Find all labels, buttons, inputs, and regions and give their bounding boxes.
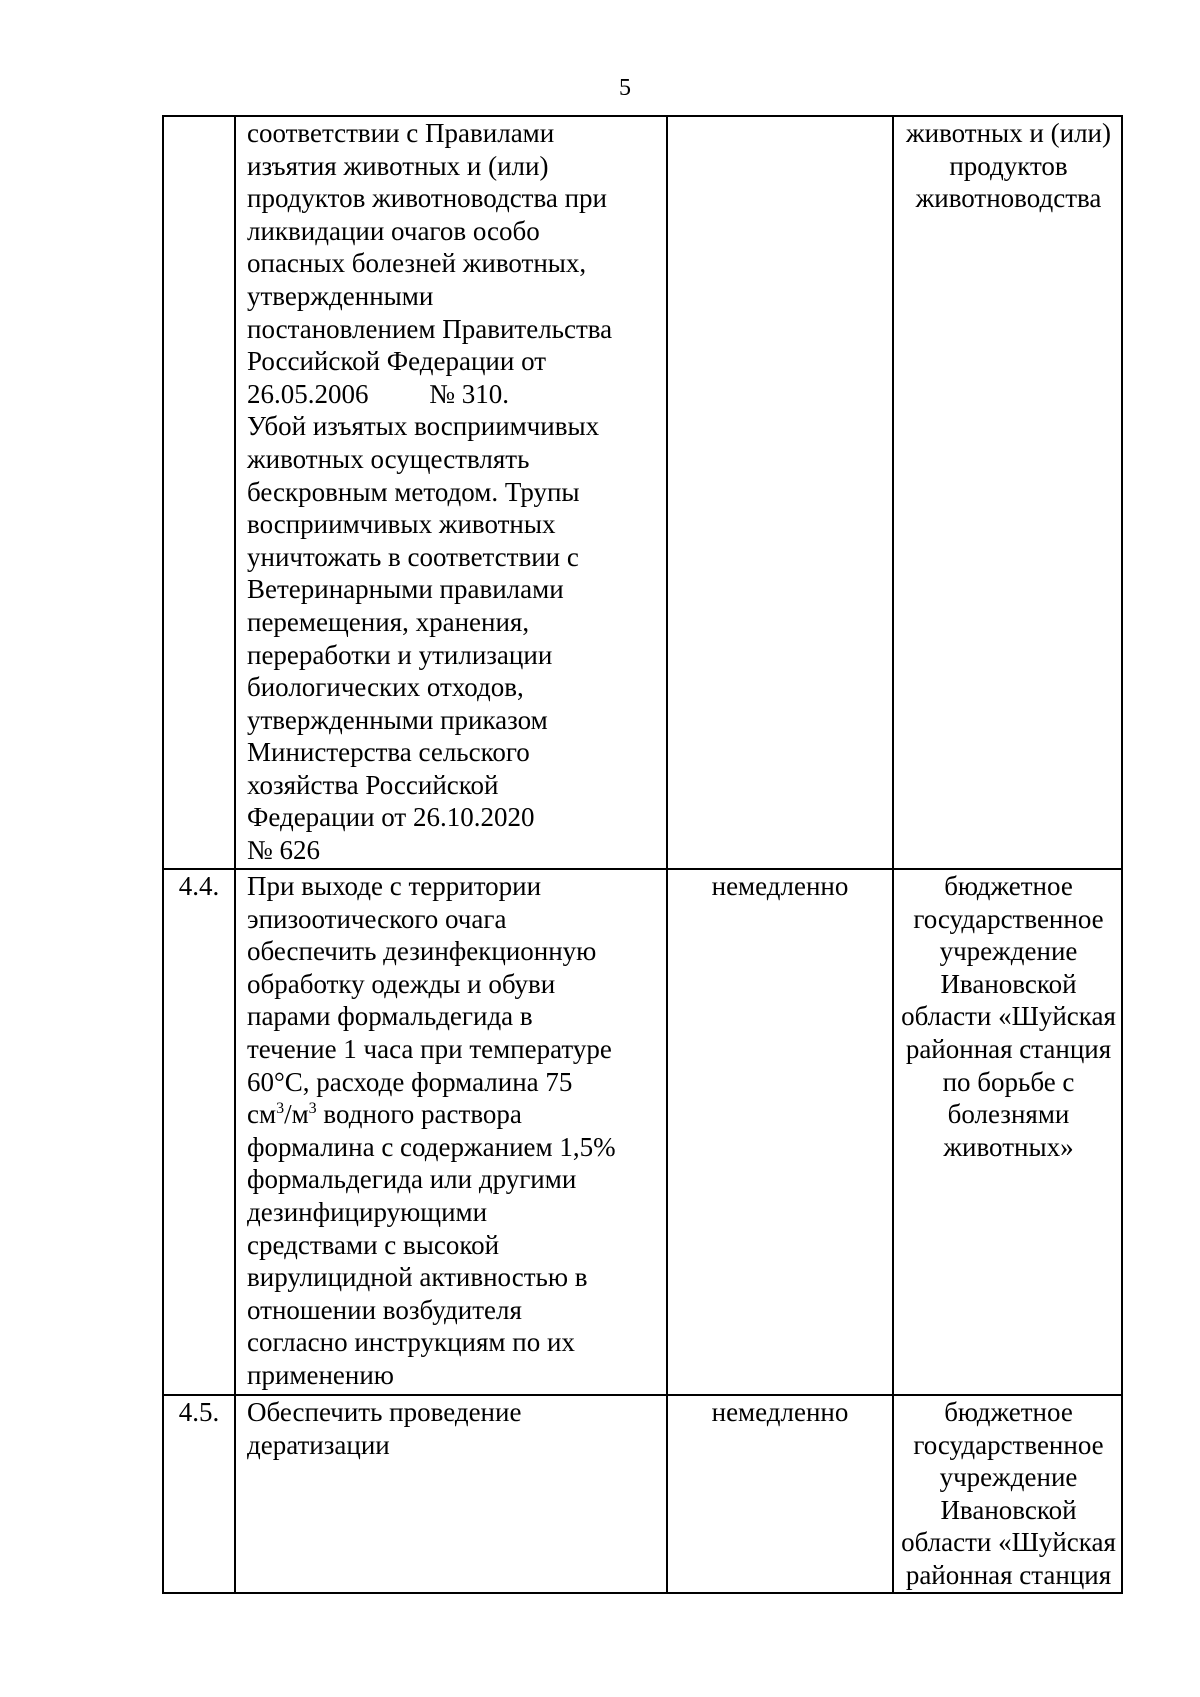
text-line: хозяйства Российской — [247, 769, 499, 800]
item-number-cell: 4.4. — [163, 869, 235, 1395]
resp-line: животных» — [943, 1131, 1074, 1162]
text-line: обеспечить дезинфекционную — [247, 936, 597, 967]
text-line: При выходе с территории — [247, 871, 542, 901]
text-line: переработки и утилизации — [247, 639, 553, 670]
text-line: перемещения, хранения, — [247, 606, 530, 637]
text-line: течение 1 часа при температуре — [247, 1033, 612, 1064]
resp-line: животных и (или) — [905, 118, 1111, 148]
text-line: соответствии с Правилами — [247, 118, 555, 148]
text-line: вирулицидной активностью в — [247, 1262, 588, 1293]
text-line: Ветеринарными правилами — [247, 574, 564, 605]
resp-line: Ивановской — [940, 968, 1077, 999]
resp-line: учреждение — [939, 1462, 1078, 1493]
text-line: согласно инструкциям по их — [247, 1327, 575, 1358]
text-line: дезинфицирующими — [247, 1196, 488, 1227]
table-row — [163, 1395, 1122, 1593]
text-line: эпизоотического очага — [247, 903, 507, 934]
term-cell: немедленно — [667, 869, 893, 1395]
text-line: 60°С, расходе формалина 75 — [247, 1066, 573, 1097]
resp-line: бюджетное — [944, 1397, 1073, 1427]
unit-m: /м — [284, 1099, 309, 1130]
item-number-cell: 4.5. — [163, 1395, 235, 1593]
page-number: 5 — [619, 75, 631, 101]
unit-exponent: 3 — [276, 1100, 285, 1118]
text-line: Убой изъятых восприимчивых — [247, 411, 600, 442]
unit-cm: см — [247, 1099, 277, 1130]
term-cell: немедленно — [667, 1395, 893, 1593]
text-line: опасных болезней животных, — [247, 248, 587, 279]
unit-exponent: 3 — [308, 1100, 317, 1118]
responsible-cell — [893, 116, 1122, 869]
measures-table — [162, 115, 1123, 1594]
resp-line: по борьбе с — [942, 1066, 1075, 1097]
text-line: Федерации от 26.10.2020 — [247, 802, 535, 833]
text-line: животных осуществлять — [247, 443, 530, 474]
measure-text-cell — [235, 1395, 667, 1593]
text-line: Российской Федерации от — [247, 346, 547, 377]
text-line: парами формальдегида в — [247, 1001, 533, 1032]
resp-line: области «Шуйская — [901, 1527, 1116, 1558]
text-line-with-units — [247, 1098, 662, 1131]
resp-line: учреждение — [939, 936, 1078, 967]
text-line: обработку одежды и обуви — [247, 968, 556, 999]
measure-text-cell — [235, 116, 667, 869]
text-line: утвержденными приказом — [247, 704, 548, 735]
text-line: дератизации — [247, 1429, 390, 1460]
text-line: бескровным методом. Трупы — [247, 476, 580, 507]
text-line: уничтожать в соответствии с — [247, 541, 579, 572]
resp-line: животноводства — [915, 183, 1102, 214]
item-number-cell — [163, 116, 235, 869]
text-line: утвержденными — [247, 280, 434, 311]
resp-line: государственное — [913, 903, 1104, 934]
text-line-rest: водного раствора — [323, 1099, 522, 1130]
table-row — [163, 869, 1122, 1395]
resp-line: районная станция — [905, 1559, 1112, 1590]
resp-line: государственное — [913, 1429, 1104, 1460]
text-line: изъятия животных и (или) — [247, 150, 549, 181]
resp-line: бюджетное — [944, 871, 1073, 901]
responsible-cell — [893, 869, 1122, 1395]
text-line: отношении возбудителя — [247, 1294, 522, 1325]
text-line: формалина с содержанием 1,5% — [247, 1131, 616, 1162]
text-line: ликвидации очагов особо — [247, 215, 540, 246]
text-line: биологических отходов, — [247, 672, 524, 703]
text-line: постановлением Правительства — [247, 313, 613, 344]
text-line: № 626 — [247, 835, 321, 866]
text-line: Обеспечить проведение — [247, 1397, 522, 1427]
text-line: средствами с высокой — [247, 1229, 500, 1260]
resp-line: продуктов — [949, 150, 1068, 181]
term-cell — [667, 116, 893, 869]
resp-line: Ивановской — [940, 1494, 1077, 1525]
text-line: 26.05.2006 № 310. — [247, 378, 510, 409]
text-line: применению — [247, 1359, 394, 1390]
text-line: продуктов животноводства при — [247, 183, 608, 214]
table-row — [163, 116, 1122, 869]
resp-line: области «Шуйская — [901, 1001, 1116, 1032]
resp-line: болезнями — [947, 1099, 1070, 1130]
measure-text-cell — [235, 869, 667, 1395]
text-line: восприимчивых животных — [247, 509, 556, 540]
text-line: Министерства сельского — [247, 737, 530, 768]
resp-line: районная станция — [905, 1033, 1112, 1064]
text-line: формальдегида или другими — [247, 1164, 577, 1195]
responsible-cell — [893, 1395, 1122, 1593]
